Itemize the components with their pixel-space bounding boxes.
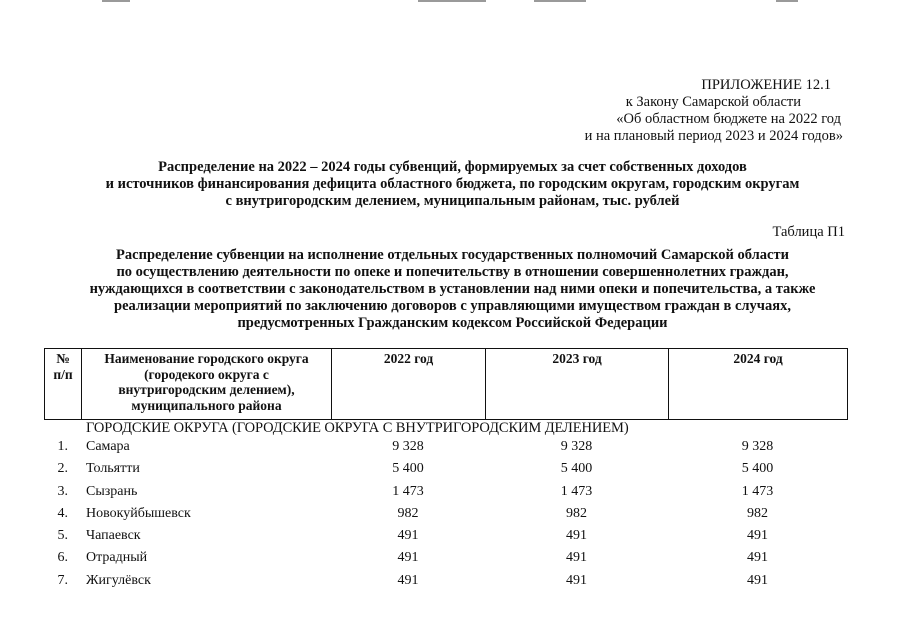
row-value-2023: 491 (566, 528, 587, 544)
subtitle-line: по осуществлению деятельности по опеке и попечительству в отношении совершеннолетних граждан, (116, 264, 789, 280)
main-title-line: и источников финансирования дефицита областного бюджета, по городским округам, городским округам (105, 176, 800, 192)
table-row (44, 436, 847, 458)
row-value-2022: 491 (397, 572, 419, 588)
row-number: 1. (57, 439, 68, 454)
row-value-2024: 491 (747, 572, 768, 588)
table-body (44, 436, 847, 592)
row-value-2022: 491 (397, 550, 419, 566)
table-subtitle (0, 247, 905, 332)
row-value-2023: 491 (566, 550, 587, 566)
row-value-2023: 491 (566, 572, 587, 588)
row-value-2022: 982 (397, 505, 419, 521)
row-district: Самара (86, 439, 130, 454)
scan-artifact-center-right (534, 0, 586, 2)
table-row (44, 525, 847, 547)
row-value-2023: 5 400 (560, 461, 593, 477)
row-number: 7. (57, 572, 68, 588)
row-value-2023: 982 (566, 505, 587, 521)
scan-artifact-right (776, 0, 798, 2)
scan-artifact-left (102, 0, 130, 2)
header-district-name: Наименование городского округа (городекого округа с внутригородским делением), муниципального района (82, 349, 332, 420)
table-row (44, 547, 847, 569)
appendix-header (585, 77, 843, 145)
table-row (44, 503, 847, 525)
subsidy-table-header (44, 348, 848, 420)
row-number: 3. (57, 483, 68, 499)
header-year-2022: 2022 год (332, 349, 486, 420)
row-value-2024: 982 (747, 505, 768, 521)
row-value-2024: 1 473 (741, 483, 774, 499)
appendix-law: к Закону Самарской области (625, 94, 801, 110)
table-label: Таблица П1 (772, 224, 845, 240)
row-number: 6. (57, 550, 68, 566)
main-title-line: Распределение на 2022 – 2024 годы субвенций, формируемых за счет собственных доходов (158, 159, 747, 175)
row-district: Чапаевск (86, 528, 141, 544)
appendix-period: и на плановый период 2023 и 2024 годов» (584, 128, 843, 144)
subtitle-line: нуждающихся в соответствии с законодательством в установлении над ними опеки и попечительства, а также (89, 281, 816, 297)
subtitle-line: Распределение субвенции на исполнение отдельных государственных полномочий Самарской области (116, 247, 789, 263)
row-value-2022: 1 473 (392, 483, 424, 499)
appendix-budget: «Об областном бюджете на 2022 год (616, 111, 841, 127)
table-row (44, 570, 847, 592)
row-value-2022: 5 400 (392, 461, 424, 477)
header-number: № п/п (45, 349, 82, 420)
header-year-2023: 2023 год (486, 349, 669, 420)
row-value-2024: 5 400 (741, 461, 774, 477)
row-number: 4. (57, 505, 68, 521)
subtitle-line: реализации мероприятий по заключению договоров с управляющими имуществом граждан в случаях, (114, 298, 791, 314)
row-number: 2. (57, 461, 68, 477)
row-value-2023: 9 328 (560, 439, 593, 454)
header-year-2024: 2024 год (669, 349, 848, 420)
main-title (0, 159, 905, 210)
row-number: 5. (57, 528, 68, 544)
row-value-2022: 9 328 (392, 439, 424, 454)
row-value-2022: 491 (397, 528, 419, 544)
appendix-title: ПРИЛОЖЕНИЕ 12.1 (701, 77, 831, 93)
row-value-2023: 1 473 (560, 483, 593, 499)
row-district: Сызрань (86, 483, 138, 499)
table-row (44, 481, 847, 503)
subtitle-line: предусмотренных Гражданским кодексом Российской Федерации (237, 315, 668, 331)
row-district: Отрадный (86, 550, 148, 566)
row-district: Жигулёвск (86, 572, 151, 588)
row-value-2024: 491 (747, 528, 768, 544)
scan-artifact-center-left (418, 0, 486, 2)
row-district: Тольятти (86, 461, 140, 477)
header-row (45, 349, 848, 420)
row-value-2024: 491 (747, 550, 768, 566)
row-district: Новокуйбышевск (86, 505, 191, 521)
table-row (44, 458, 847, 480)
main-title-line: с внутригородским делением, муниципальным районам, тыс. рублей (225, 193, 680, 209)
section-heading: ГОРОДСКИЕ ОКРУГА (ГОРОДСКИЕ ОКРУГА С ВНУТРИГОРОДСКИМ ДЕЛЕНИЕМ) (86, 420, 629, 436)
row-value-2024: 9 328 (741, 439, 774, 454)
